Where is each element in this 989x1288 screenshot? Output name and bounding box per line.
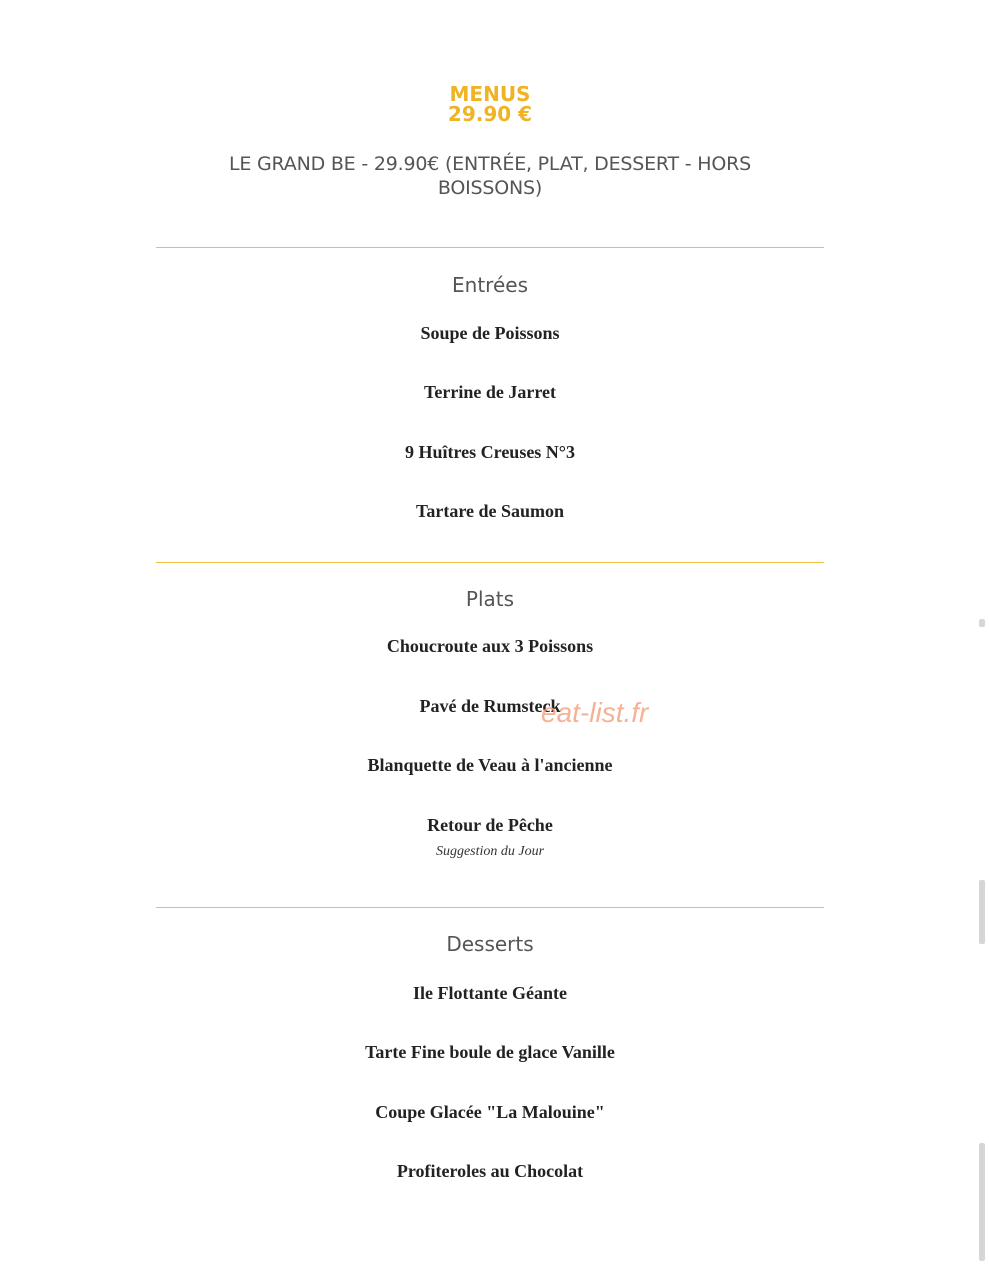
menu-item-note: Suggestion du Jour (435, 844, 545, 859)
scrollbar-thumb[interactable] (979, 1143, 985, 1261)
watermark: eat-list.fr (541, 697, 649, 728)
scrollbar-marker[interactable] (979, 619, 985, 627)
section-title-entrees: Entrées (452, 273, 528, 297)
menu-item: Retour de Pêche (427, 815, 553, 835)
menu-item: Profiteroles au Chocolat (396, 1161, 584, 1181)
menu-item: Tarte Fine boule de glace Vanille (365, 1042, 615, 1062)
menu-item: Soupe de Poissons (420, 323, 560, 343)
menu-item: Choucroute aux 3 Poissons (386, 636, 594, 656)
section-title-plats: Plats (465, 587, 515, 611)
section-divider (156, 907, 824, 908)
section-divider (156, 247, 824, 248)
menu-subtitle: LE GRAND BE - 29.90€ (ENTRÉE, PLAT, DESSERT - HORS BOISSONS) (228, 153, 751, 199)
menu-item: 9 Huîtres Creuses N°3 (404, 442, 576, 462)
menu-item: Terrine de Jarret (424, 382, 556, 402)
menu-price: 29.90 € (447, 102, 533, 126)
menu-title: MENUS (449, 82, 531, 106)
menu-item: Blanquette de Veau à l'ancienne (367, 755, 613, 775)
menu-item: Ile Flottante Géante (413, 983, 567, 1003)
scrollbar-marker[interactable] (979, 880, 985, 944)
section-divider (156, 562, 824, 563)
menu-item: Coupe Glacée "La Malouine" (375, 1102, 605, 1122)
section-title-desserts: Desserts (446, 932, 534, 956)
menu-item: Tartare de Saumon (415, 501, 565, 521)
menu-item: Pavé de Rumsteck (419, 696, 561, 716)
